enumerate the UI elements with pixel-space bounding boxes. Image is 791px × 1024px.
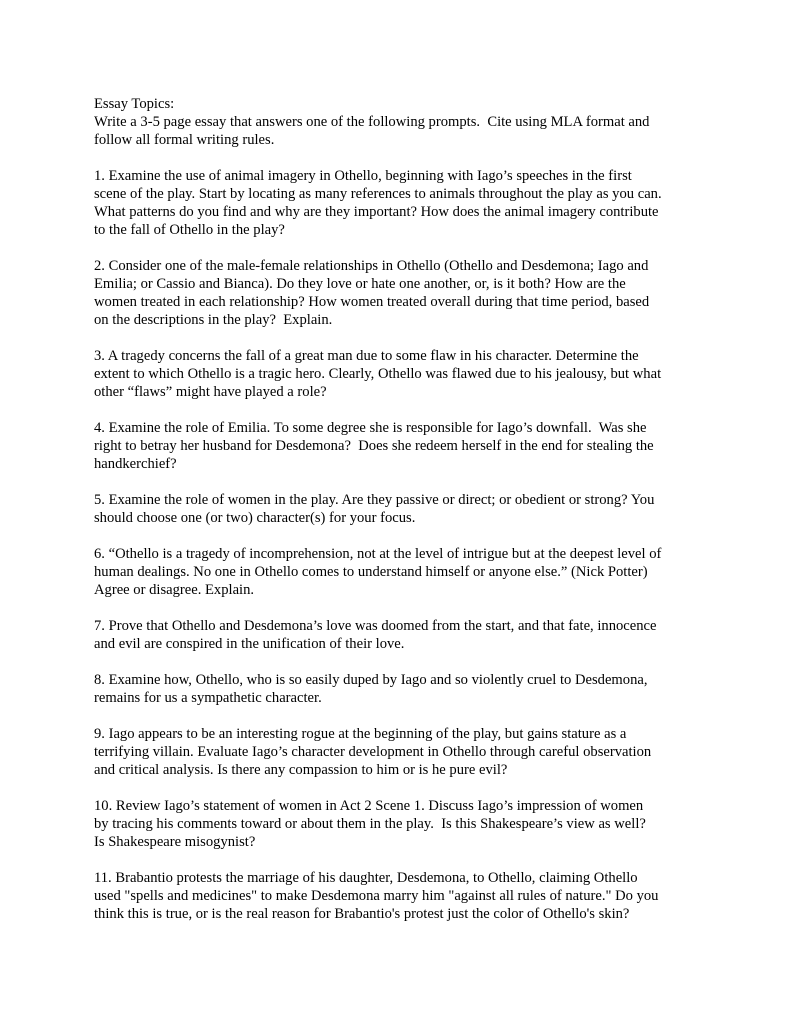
topic-line: terrifying villain. Evaluate Iago’s character development in Othello through careful observation (94, 744, 652, 760)
topic-2 (94, 257, 706, 329)
topic-line: 7. Prove that Othello and Desdemona’s love was doomed from the start, and that fate, innocence (94, 618, 657, 634)
intro-line: follow all formal writing rules. (94, 132, 275, 148)
document-body (94, 95, 706, 941)
topic-line: 5. Examine the role of women in the play. Are they passive or direct; or obedient or strong? You (94, 492, 655, 508)
topic-line: 10. Review Iago’s statement of women in Act 2 Scene 1. Discuss Iago’s impression of women (94, 798, 644, 814)
topic-line: should choose one (or two) character(s) for your focus. (94, 510, 416, 526)
topic-line: to the fall of Othello in the play? (94, 222, 285, 238)
topic-line: on the descriptions in the play? Explain. (94, 312, 333, 328)
document-heading: Essay Topics: (94, 96, 175, 112)
topic-line: other “flaws” might have played a role? (94, 384, 327, 400)
topic-line: used "spells and medicines" to make Desdemona marry him "against all rules of nature." Do you (94, 888, 659, 904)
topic-line: 1. Examine the use of animal imagery in Othello, beginning with Iago’s speeches in the first (94, 168, 632, 184)
topic-line: 11. Brabantio protests the marriage of his daughter, Desdemona, to Othello, claiming Othello (94, 870, 638, 886)
topic-10 (94, 797, 706, 851)
topic-9 (94, 725, 706, 779)
topic-line: Emilia; or Cassio and Bianca). Do they love or hate one another, or, is it both? How are the (94, 276, 626, 292)
topic-8 (94, 671, 706, 707)
intro-block (94, 95, 706, 149)
topic-line: 8. Examine how, Othello, who is so easily duped by Iago and so violently cruel to Desdemona, (94, 672, 648, 688)
topic-line: women treated in each relationship? How women treated overall during that time period, based (94, 294, 650, 310)
topic-line: remains for us a sympathetic character. (94, 690, 322, 706)
topic-line: Agree or disagree. Explain. (94, 582, 255, 598)
topic-6 (94, 545, 706, 599)
intro-line: Write a 3-5 page essay that answers one of the following prompts. Cite using MLA format and (94, 114, 650, 130)
topic-line: think this is true, or is the real reason for Brabantio's protest just the color of Othello's skin? (94, 906, 630, 922)
topic-line: scene of the play. Start by locating as many references to animals throughout the play as you can. (94, 186, 662, 202)
topic-line: 6. “Othello is a tragedy of incomprehension, not at the level of intrigue but at the deepest level of (94, 546, 662, 562)
topic-line: 2. Consider one of the male-female relationships in Othello (Othello and Desdemona; Iago and (94, 258, 649, 274)
topic-line: 3. A tragedy concerns the fall of a great man due to some flaw in his character. Determine the (94, 348, 639, 364)
topic-5 (94, 491, 706, 527)
topic-line: handkerchief? (94, 456, 177, 472)
topic-1 (94, 167, 706, 239)
topic-line: and evil are conspired in the unification of their love. (94, 636, 405, 652)
topic-line: Is Shakespeare misogynist? (94, 834, 256, 850)
topic-7 (94, 617, 706, 653)
topic-line: 4. Examine the role of Emilia. To some degree she is responsible for Iago’s downfall. Was she (94, 420, 647, 436)
topic-line: by tracing his comments toward or about them in the play. Is this Shakespeare’s view as well? (94, 816, 646, 832)
topic-3 (94, 347, 706, 401)
topic-line: and critical analysis. Is there any compassion to him or is he pure evil? (94, 762, 508, 778)
topic-line: extent to which Othello is a tragic hero. Clearly, Othello was flawed due to his jealousy, but what (94, 366, 662, 382)
topic-line: human dealings. No one in Othello comes to understand himself or anyone else.” (Nick Potter) (94, 564, 648, 580)
topic-11 (94, 869, 706, 923)
topic-4 (94, 419, 706, 473)
topic-line: What patterns do you find and why are they important? How does the animal imagery contribute (94, 204, 659, 220)
topic-line: right to betray her husband for Desdemona? Does she redeem herself in the end for stealing the (94, 438, 654, 454)
topic-line: 9. Iago appears to be an interesting rogue at the beginning of the play, but gains stature as a (94, 726, 627, 742)
